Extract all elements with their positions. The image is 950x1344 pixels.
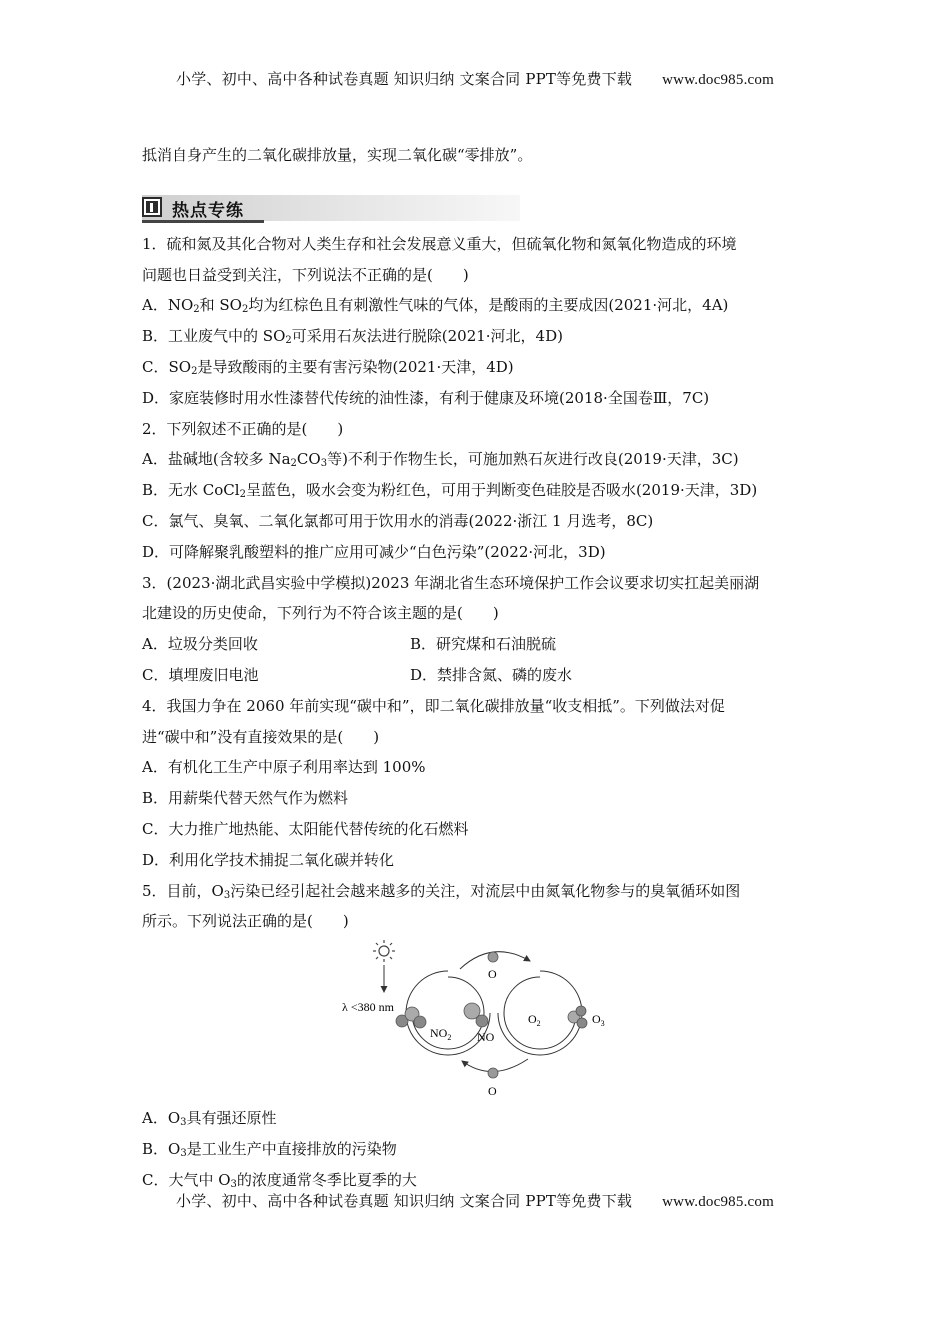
question-3-options-row2 bbox=[142, 660, 812, 691]
question-4-stem-line2: 进“碳中和”没有直接效果的是( ) bbox=[142, 727, 380, 746]
question-1-stem-line2: 问题也日益受到关注，下列说法不正确的是( ) bbox=[142, 265, 469, 284]
question-1 bbox=[142, 229, 812, 414]
o3-molecule bbox=[568, 1006, 587, 1028]
footer-text: 小学、初中、高中各种试卷真题 知识归纳 文案合同 PPT等免费下载 bbox=[176, 1192, 633, 1210]
question-2-option-b: B．无水 CoCl$_2$呈蓝色，吸水会变为粉红色，可用于判断变色硅胶是否吸水(2019·天津，3D) bbox=[142, 481, 758, 501]
question-3-options-row1 bbox=[142, 629, 812, 660]
question-2 bbox=[142, 414, 812, 568]
question-5-option-a: A．$O_3$具有强还原性 bbox=[142, 1109, 277, 1129]
question-4-stem-line1: 4．我国力争在 2060 年前实现“碳中和”，即二氧化碳排放量“收支相抵”。下列做法对促 bbox=[142, 696, 725, 715]
section-header bbox=[142, 191, 812, 225]
question-4-option-b: B．用薪柴代替天然气作为燃料 bbox=[142, 789, 349, 808]
question-3-stem-line2: 北建设的历史使命，下列行为不符合该主题的是( ) bbox=[142, 604, 499, 623]
footer-url[interactable]: www.doc985.com bbox=[662, 1194, 774, 1210]
no2-molecule bbox=[396, 1007, 426, 1028]
question-3-option-d: D．禁排含氮、磷的废水 bbox=[410, 665, 573, 684]
question-4-option-d: D．利用化学技术捕捉二氧化碳并转化 bbox=[142, 850, 395, 869]
main-content bbox=[142, 140, 812, 1196]
lambda-label: λ <380 nm bbox=[342, 1000, 394, 1015]
question-3-option-a: A．垃圾分类回收 bbox=[142, 635, 258, 654]
question-5 bbox=[142, 876, 812, 1196]
o2-label: $O_2$ bbox=[528, 1012, 541, 1029]
question-5-stem-line2: 所示。下列说法正确的是( ) bbox=[142, 912, 349, 931]
question-1-option-a: A．$NO_2$和 $SO_2$均为红棕色且有刺激性气味的气体，是酸雨的主要成因(2021·河北，4A) bbox=[142, 296, 729, 316]
question-2-stem: 2．下列叙述不正确的是( ) bbox=[142, 419, 344, 438]
no2-label: $NO_2$ bbox=[430, 1026, 452, 1043]
intro-line: 抵消自身产生的二氧化碳排放量，实现二氧化碳“零排放”。 bbox=[142, 146, 533, 164]
question-1-option-c: C．$SO_2$是导致酸雨的主要有害污染物(2021·天津，4D) bbox=[142, 357, 514, 377]
question-2-option-a: A．盐碱地(含较多 $Na_2CO_3$等)不利于作物生长，可施加熟石灰进行改良(2019·天津，3C) bbox=[142, 450, 739, 470]
oxygen-atom-bottom bbox=[488, 1068, 498, 1078]
section-marker-icon bbox=[142, 197, 162, 217]
no-label: NO bbox=[477, 1030, 495, 1045]
question-5-option-c: C．大气中 $O_3$的浓度通常冬季比夏季的大 bbox=[142, 1170, 417, 1190]
question-3-option-b: B．研究煤和石油脱硫 bbox=[410, 635, 557, 654]
ozone-cycle-diagram bbox=[142, 937, 812, 1103]
sun-icon bbox=[373, 940, 395, 962]
question-2-option-c: C．氯气、臭氧、二氧化氯都可用于饮用水的消毒(2022·浙江 1 月选考，8C) bbox=[142, 511, 654, 530]
header-url[interactable]: www.doc985.com bbox=[662, 72, 774, 88]
oxygen-atom-top bbox=[488, 952, 498, 962]
page-header bbox=[0, 68, 950, 89]
question-3-stem-line1: 3．(2023·湖北武昌实验中学模拟)2023 年湖北省生态环境保护工作会议要求切实扛起美丽湖 bbox=[142, 573, 760, 592]
header-text: 小学、初中、高中各种试卷真题 知识归纳 文案合同 PPT等免费下载 bbox=[176, 70, 633, 88]
question-1-option-b: B．工业废气中的 $SO_2$可采用石灰法进行脱除(2021·河北，4D) bbox=[142, 327, 563, 347]
question-5-option-b: B．$O_3$是工业生产中直接排放的污染物 bbox=[142, 1139, 397, 1159]
o3-label: $O_3$ bbox=[592, 1012, 605, 1029]
question-4-option-a: A．有机化工生产中原子利用率达到 100% bbox=[142, 758, 426, 777]
question-1-option-d: D．家庭装修时用水性漆替代传统的油性漆，有利于健康及环境(2018·全国卷Ⅲ，7C) bbox=[142, 388, 710, 407]
question-4-option-c: C．大力推广地热能、太阳能代替传统的化石燃料 bbox=[142, 819, 469, 838]
page-footer bbox=[0, 1190, 950, 1211]
question-5-stem-line1: 5．目前，$O_3$污染已经引起社会越来越多的关注，对流层中由氮氧化物参与的臭氧循环如图 bbox=[142, 881, 741, 901]
question-3 bbox=[142, 568, 812, 691]
section-title: 热点专练 bbox=[172, 200, 244, 221]
o-top-label: O bbox=[488, 967, 497, 982]
o-bottom-label: O bbox=[488, 1084, 497, 1099]
question-4 bbox=[142, 691, 812, 876]
question-3-option-c: C．填埋废旧电池 bbox=[142, 665, 259, 684]
question-2-option-d: D．可降解聚乳酸塑料的推广应用可减少“白色污染”(2022·河北，3D) bbox=[142, 542, 606, 561]
question-1-stem-line1: 1．硫和氮及其化合物对人类生存和社会发展意义重大，但硫氧化物和氮氧化物造成的环境 bbox=[142, 234, 737, 253]
